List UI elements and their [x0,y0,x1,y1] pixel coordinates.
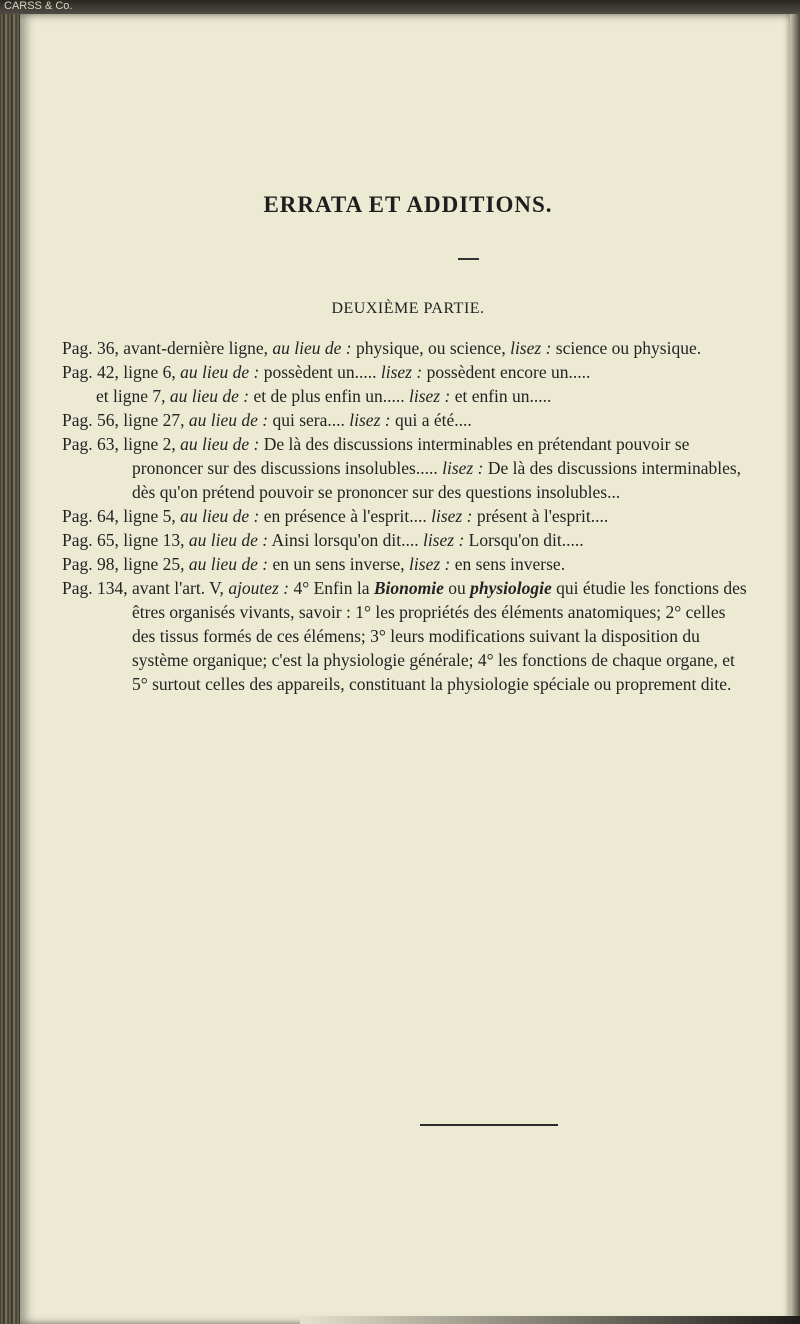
right-page-edge [790,14,800,1324]
title-separator [458,258,479,260]
page-title: ERRATA ET ADDITIONS. [263,192,553,217]
closing-rule [420,1124,558,1126]
errata-entry: Pag. 42, ligne 6, au lieu de : possèdent un..... lisez : possèdent encore un..... [62,362,591,382]
bottom-edge [300,1316,800,1324]
section-heading: DEUXIÈME PARTIE. [331,300,485,317]
errata-entry: Pag. 134, avant l'art. V, ajoutez : 4° Enfin la Bionomie ou physiologie qui étudie les fonctions des êtres organisés vivants, savoir : 1° les propriétés des éléments anatomiques; 2° celles des tissus formés de ces élémens; 3° leurs modifications suivant la disposition du système organique; c'est la physiologie générale; 4° les fonctions de chaque organe, et 5° surtout celles des appareils, constituant la physiologie spéciale ou proprement dite. [62,578,747,694]
errata-entry: Pag. 36, avant-dernière ligne, au lieu de : physique, ou science, lisez : science ou physique. [62,338,702,358]
errata-list [62,336,752,696]
book-spine [0,14,22,1324]
errata-entry: Pag. 56, ligne 27, au lieu de : qui sera.... lisez : qui a été.... [62,410,472,430]
errata-entry: Pag. 65, ligne 13, au lieu de : Ainsi lorsqu'on dit.... lisez : Lorsqu'on dit..... [62,530,584,550]
page [20,14,792,1324]
errata-entry: Pag. 98, ligne 25, au lieu de : en un sens inverse, lisez : en sens inverse. [62,554,566,574]
errata-entry: et ligne 7, au lieu de : et de plus enfin un..... lisez : et enfin un..... [96,386,552,406]
binder-stamp: CARSS & Co. [4,0,73,12]
errata-entry: Pag. 63, ligne 2, au lieu de : De là des discussions interminables en prétendant pouvoir se prononcer sur des discussions insolubles..... lisez : De là des discussions interminables, dès qu'on prétend pouvoir se prononcer sur des questions insolubles... [62,434,742,502]
errata-entry: Pag. 64, ligne 5, au lieu de : en présence à l'esprit.... lisez : présent à l'esprit.... [62,506,609,526]
